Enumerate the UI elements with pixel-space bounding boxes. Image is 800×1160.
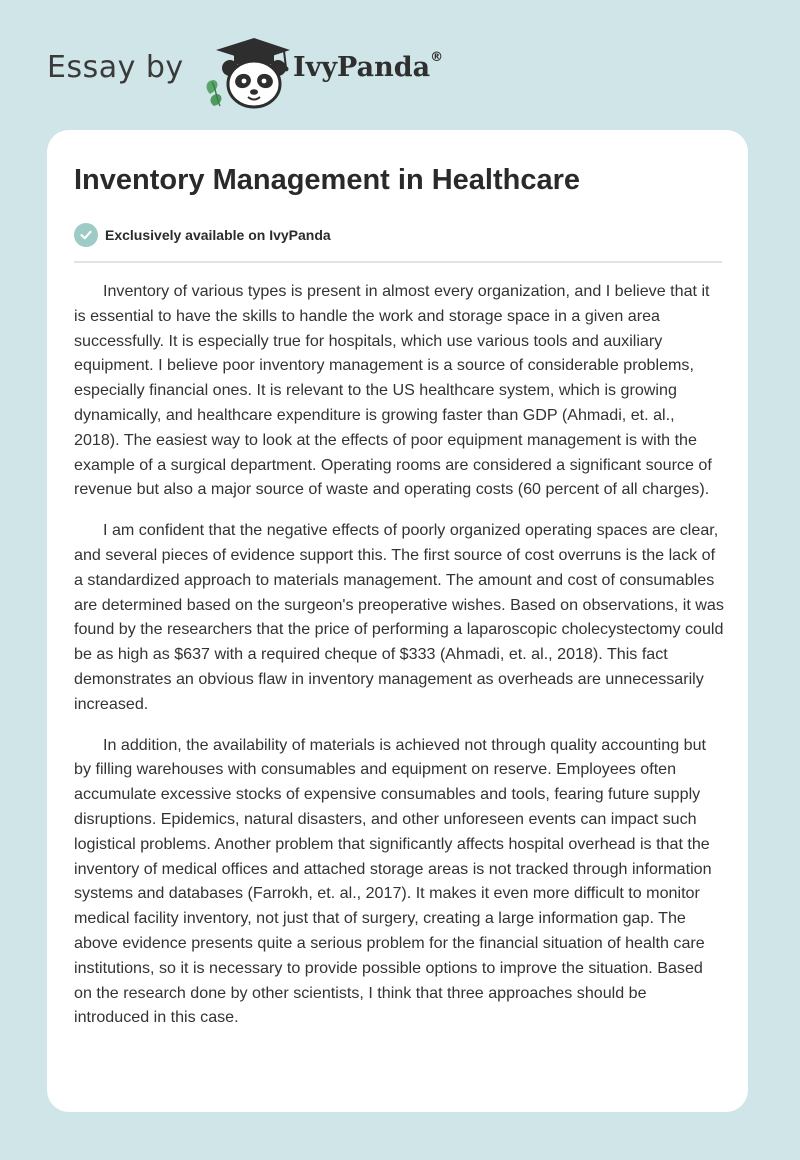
badge-label: Exclusively available on IvyPanda: [105, 227, 331, 243]
site-header: [0, 0, 800, 128]
paragraph: In addition, the availability of materials is achieved not through quality accounting but by filling warehouses with consumables and equipment on reserve. Employees often accumulate excessive stocks of expensive consumables and tools, fearing future supply disruptions. Epidemics, natural disasters, and other unforeseen events can impact such logistical problems. Another problem that significantly affects hospital overhead is that the inventory of medical offices and attached storage areas is not tracked through information systems and databases (Farrokh, et. al., 2017). It makes it even more difficult to monitor medical facility inventory, not just that of surgery, creating a large information gap. The above evidence presents quite a serious problem for the financial situation of health care institutions, so it is necessary to provide possible options to improve the situation. Based on the research done by other scientists, I think that three approaches should be introduced in this case.: [74, 735, 712, 1027]
divider: [74, 261, 722, 263]
registered-mark: ®: [430, 50, 444, 65]
article-body: [74, 279, 724, 1046]
essay-by-text: Essay by: [47, 50, 184, 85]
brand-name[interactable]: [293, 52, 443, 83]
check-icon: [74, 223, 98, 247]
paragraph: Inventory of various types is present in almost every organization, and I believe that it is essential to have the skills to handle the work and storage space in a given area successfully. It is especially true for hospitals, which use various tools and auxiliary equipment. I believe poor inventory management is a source of considerable problems, especially financial ones. It is relevant to the US healthcare system, which is growing dynamically, and healthcare expenditure is growing faster than GDP (Ahmadi, et. al., 2018). The easiest way to look at the effects of poor equipment management is with the example of a surgical department. Operating rooms are considered a significant source of revenue but also a major source of waste and operating costs (60 percent of all charges).: [74, 282, 712, 499]
paragraph: I am confident that the negative effects of poorly organized operating spaces are clear, and several pieces of evidence support this. The first source of cost overruns is the lack of a standardized approach to materials management. The amount and cost of consumables are determined based on the surgeon's preoperative wishes. Based on observations, it was found by the researchers that the price of performing a laparoscopic cholecystectomy could be as high as $637 with a required cheque of $333 (Ahmadi, et. al., 2018). This fact demonstrates an obvious flaw in inventory management as overheads are unnecessarily increased.: [74, 521, 724, 713]
article-card: [47, 130, 748, 1112]
panda-graduate-icon[interactable]: [200, 36, 292, 110]
exclusive-badge: [74, 222, 331, 248]
brand-text: IvyPanda: [293, 52, 431, 83]
page-title: Inventory Management in Healthcare: [74, 164, 581, 196]
